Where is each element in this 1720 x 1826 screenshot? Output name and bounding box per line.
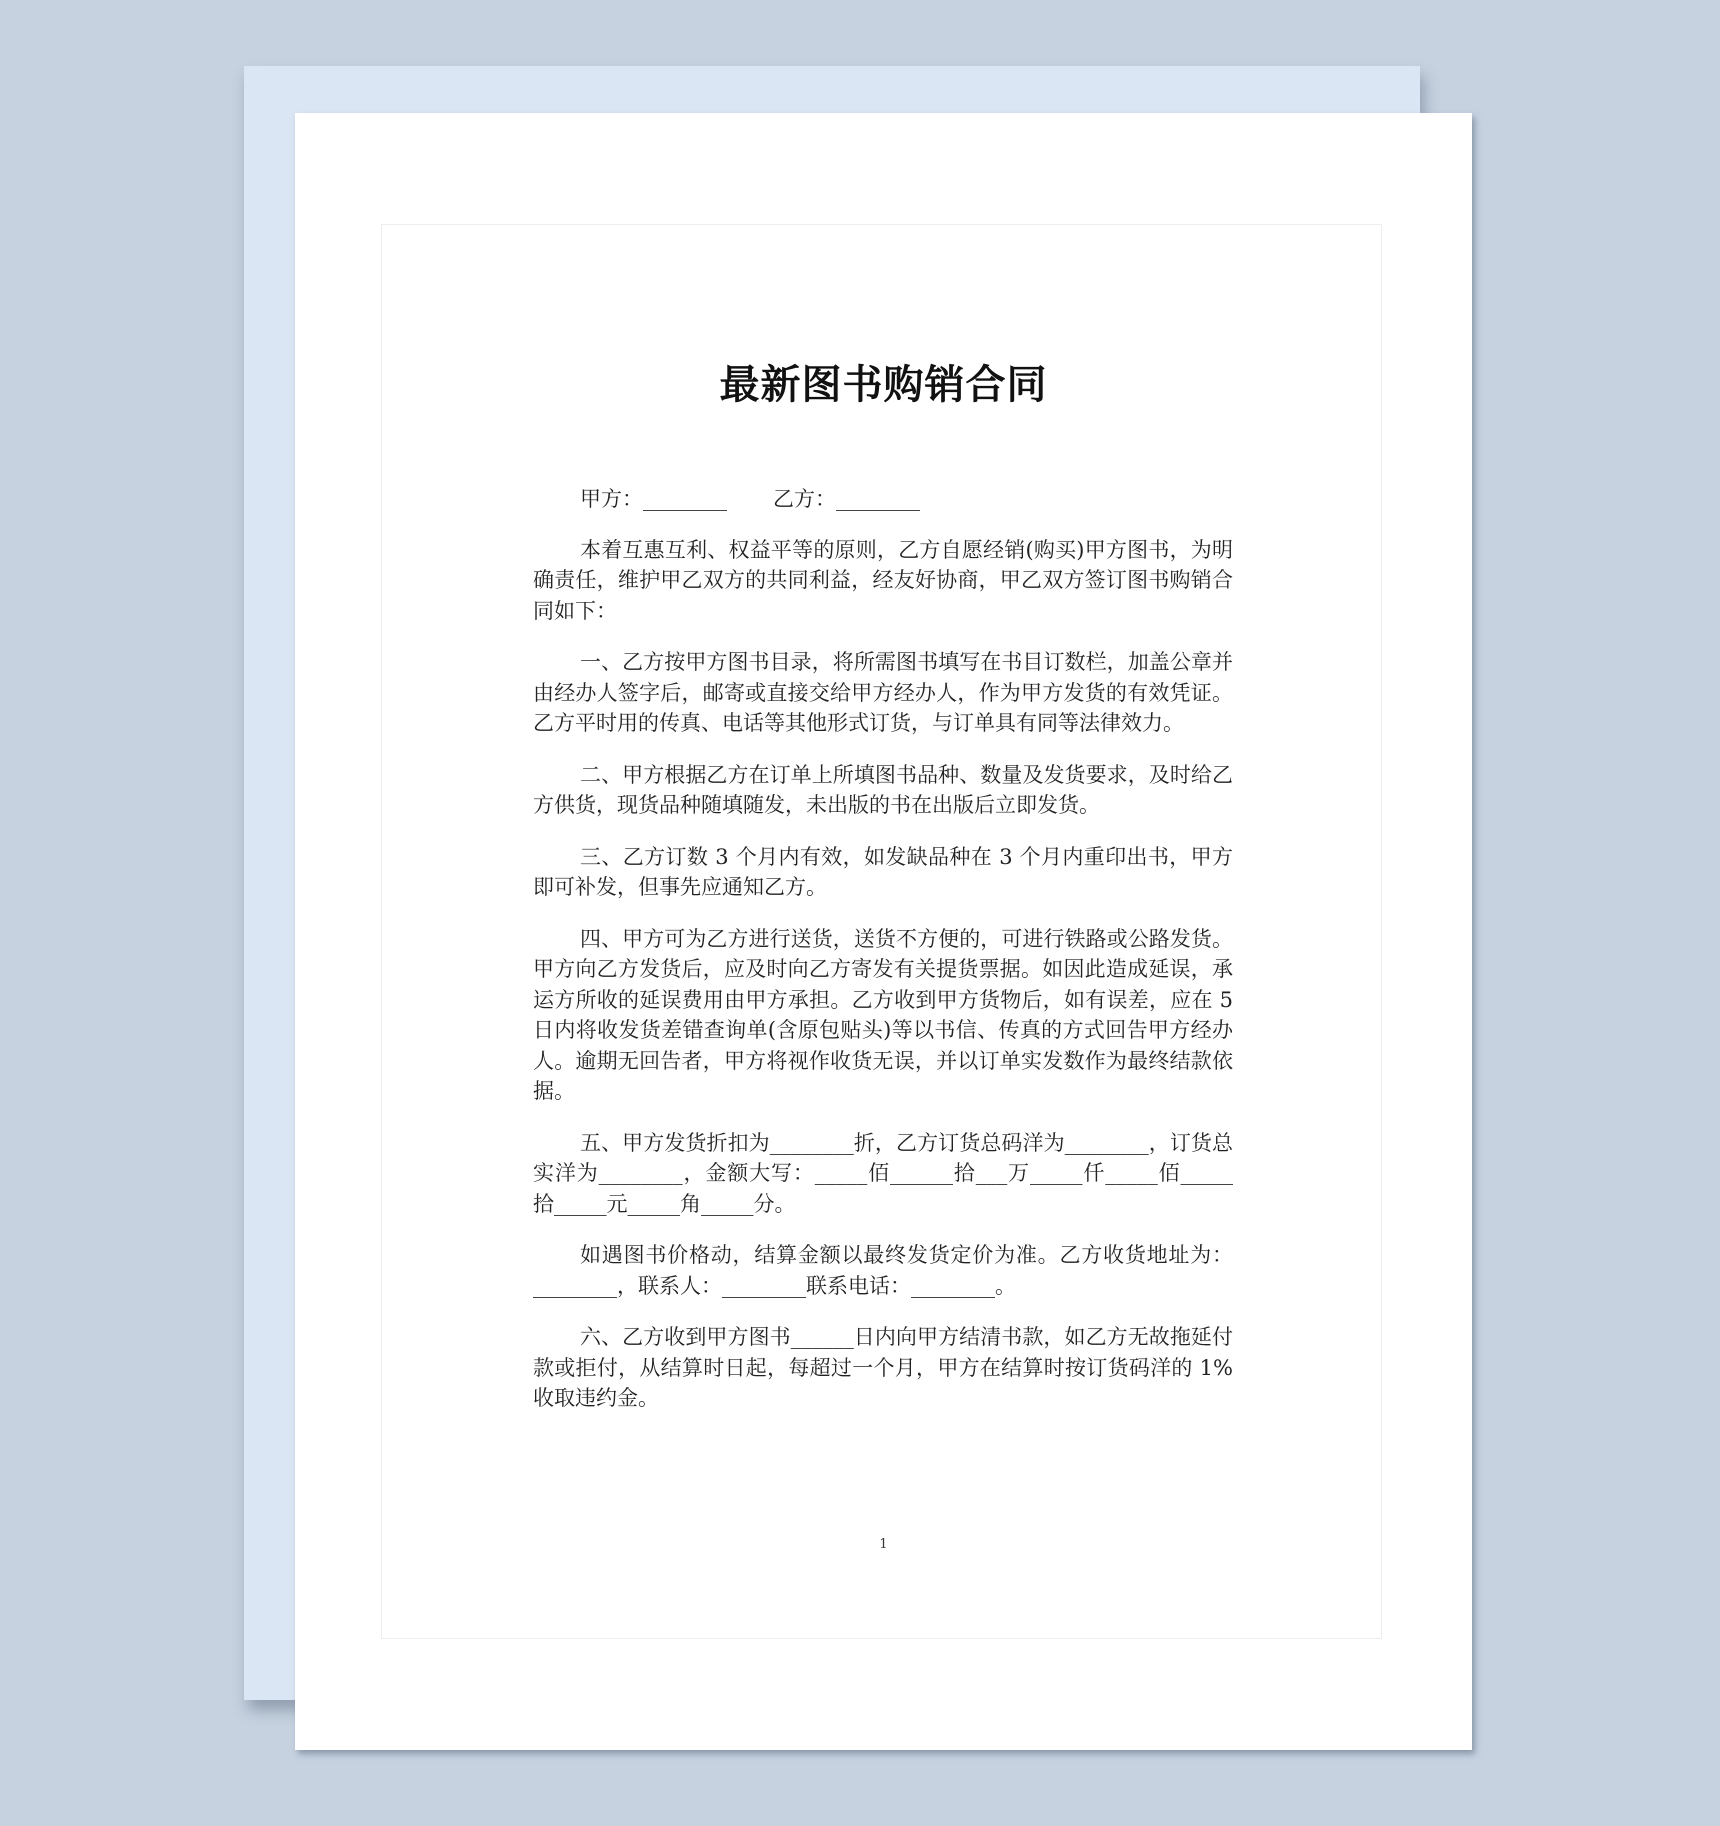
price-change-paragraph: 如遇图书价格动，结算金额以最终发货定价为准。乙方收货地址为：________，联系人：________联系电话：________。 bbox=[533, 1243, 1233, 1298]
preamble-paragraph: 本着互惠互利、权益平等的原则，乙方自愿经销(购买)甲方图书，为明确责任，维护甲乙双方的共同利益，经友好协商，甲乙双方签订图书购销合同如下： bbox=[533, 537, 1233, 623]
document-title: 最新图书购销合同 bbox=[719, 362, 1048, 408]
document-page bbox=[295, 113, 1472, 1750]
document-body bbox=[533, 484, 1233, 1435]
party-a-field: 甲方：________ bbox=[580, 487, 727, 511]
clause-2-paragraph: 二、甲方根据乙方在订单上所填图书品种、数量及发货要求，及时给乙方供货，现货品种随填随发，未出版的书在出版后立即发货。 bbox=[533, 762, 1233, 817]
clause-1-paragraph: 一、乙方按甲方图书目录，将所需图书填写在书目订数栏，加盖公章并由经办人签字后，邮寄或直接交给甲方经办人，作为甲方发货的有效凭证。乙方平时用的传真、电话等其他形式订货，与订单具有同等法律效力。 bbox=[533, 650, 1233, 735]
clause-4-paragraph: 四、甲方可为乙方进行送货，送货不方便的，可进行铁路或公路发货。甲方向乙方发货后，应及时向乙方寄发有关提货票据。如因此造成延误，承运方所收的延误费用由甲方承担。乙方收到甲方货物后，如有误差，应在 5 日内将收发货差错查询单(含原包贴头)等以书信、传真的方式回告甲方经办人。逾期无回告者，甲方将视作收货无误，并以订单实发数作为最终结款依据。 bbox=[533, 926, 1233, 1103]
clause-6-paragraph: 六、乙方收到甲方图书______日内向甲方结清书款，如乙方无故拖延付款或拒付，从结算时日起，每超过一个月，甲方在结算时按订货码洋的 1%收取违约金。 bbox=[533, 1325, 1233, 1410]
clause-3-paragraph: 三、乙方订数 3 个月内有效，如发缺品种在 3 个月内重印出书，甲方即可补发，但事先应通知乙方。 bbox=[533, 844, 1233, 899]
page-number: 1 bbox=[879, 1537, 888, 1552]
parties-line bbox=[533, 484, 1233, 515]
party-b-field: 乙方：________ bbox=[773, 487, 920, 511]
clause-5-paragraph: 五、甲方发货折扣为________折，乙方订货总码洋为________，订货总实洋为________，金额大写：_____佰______拾___万_____仟_____佰_____拾_____元_____角_____分。 bbox=[533, 1130, 1233, 1216]
